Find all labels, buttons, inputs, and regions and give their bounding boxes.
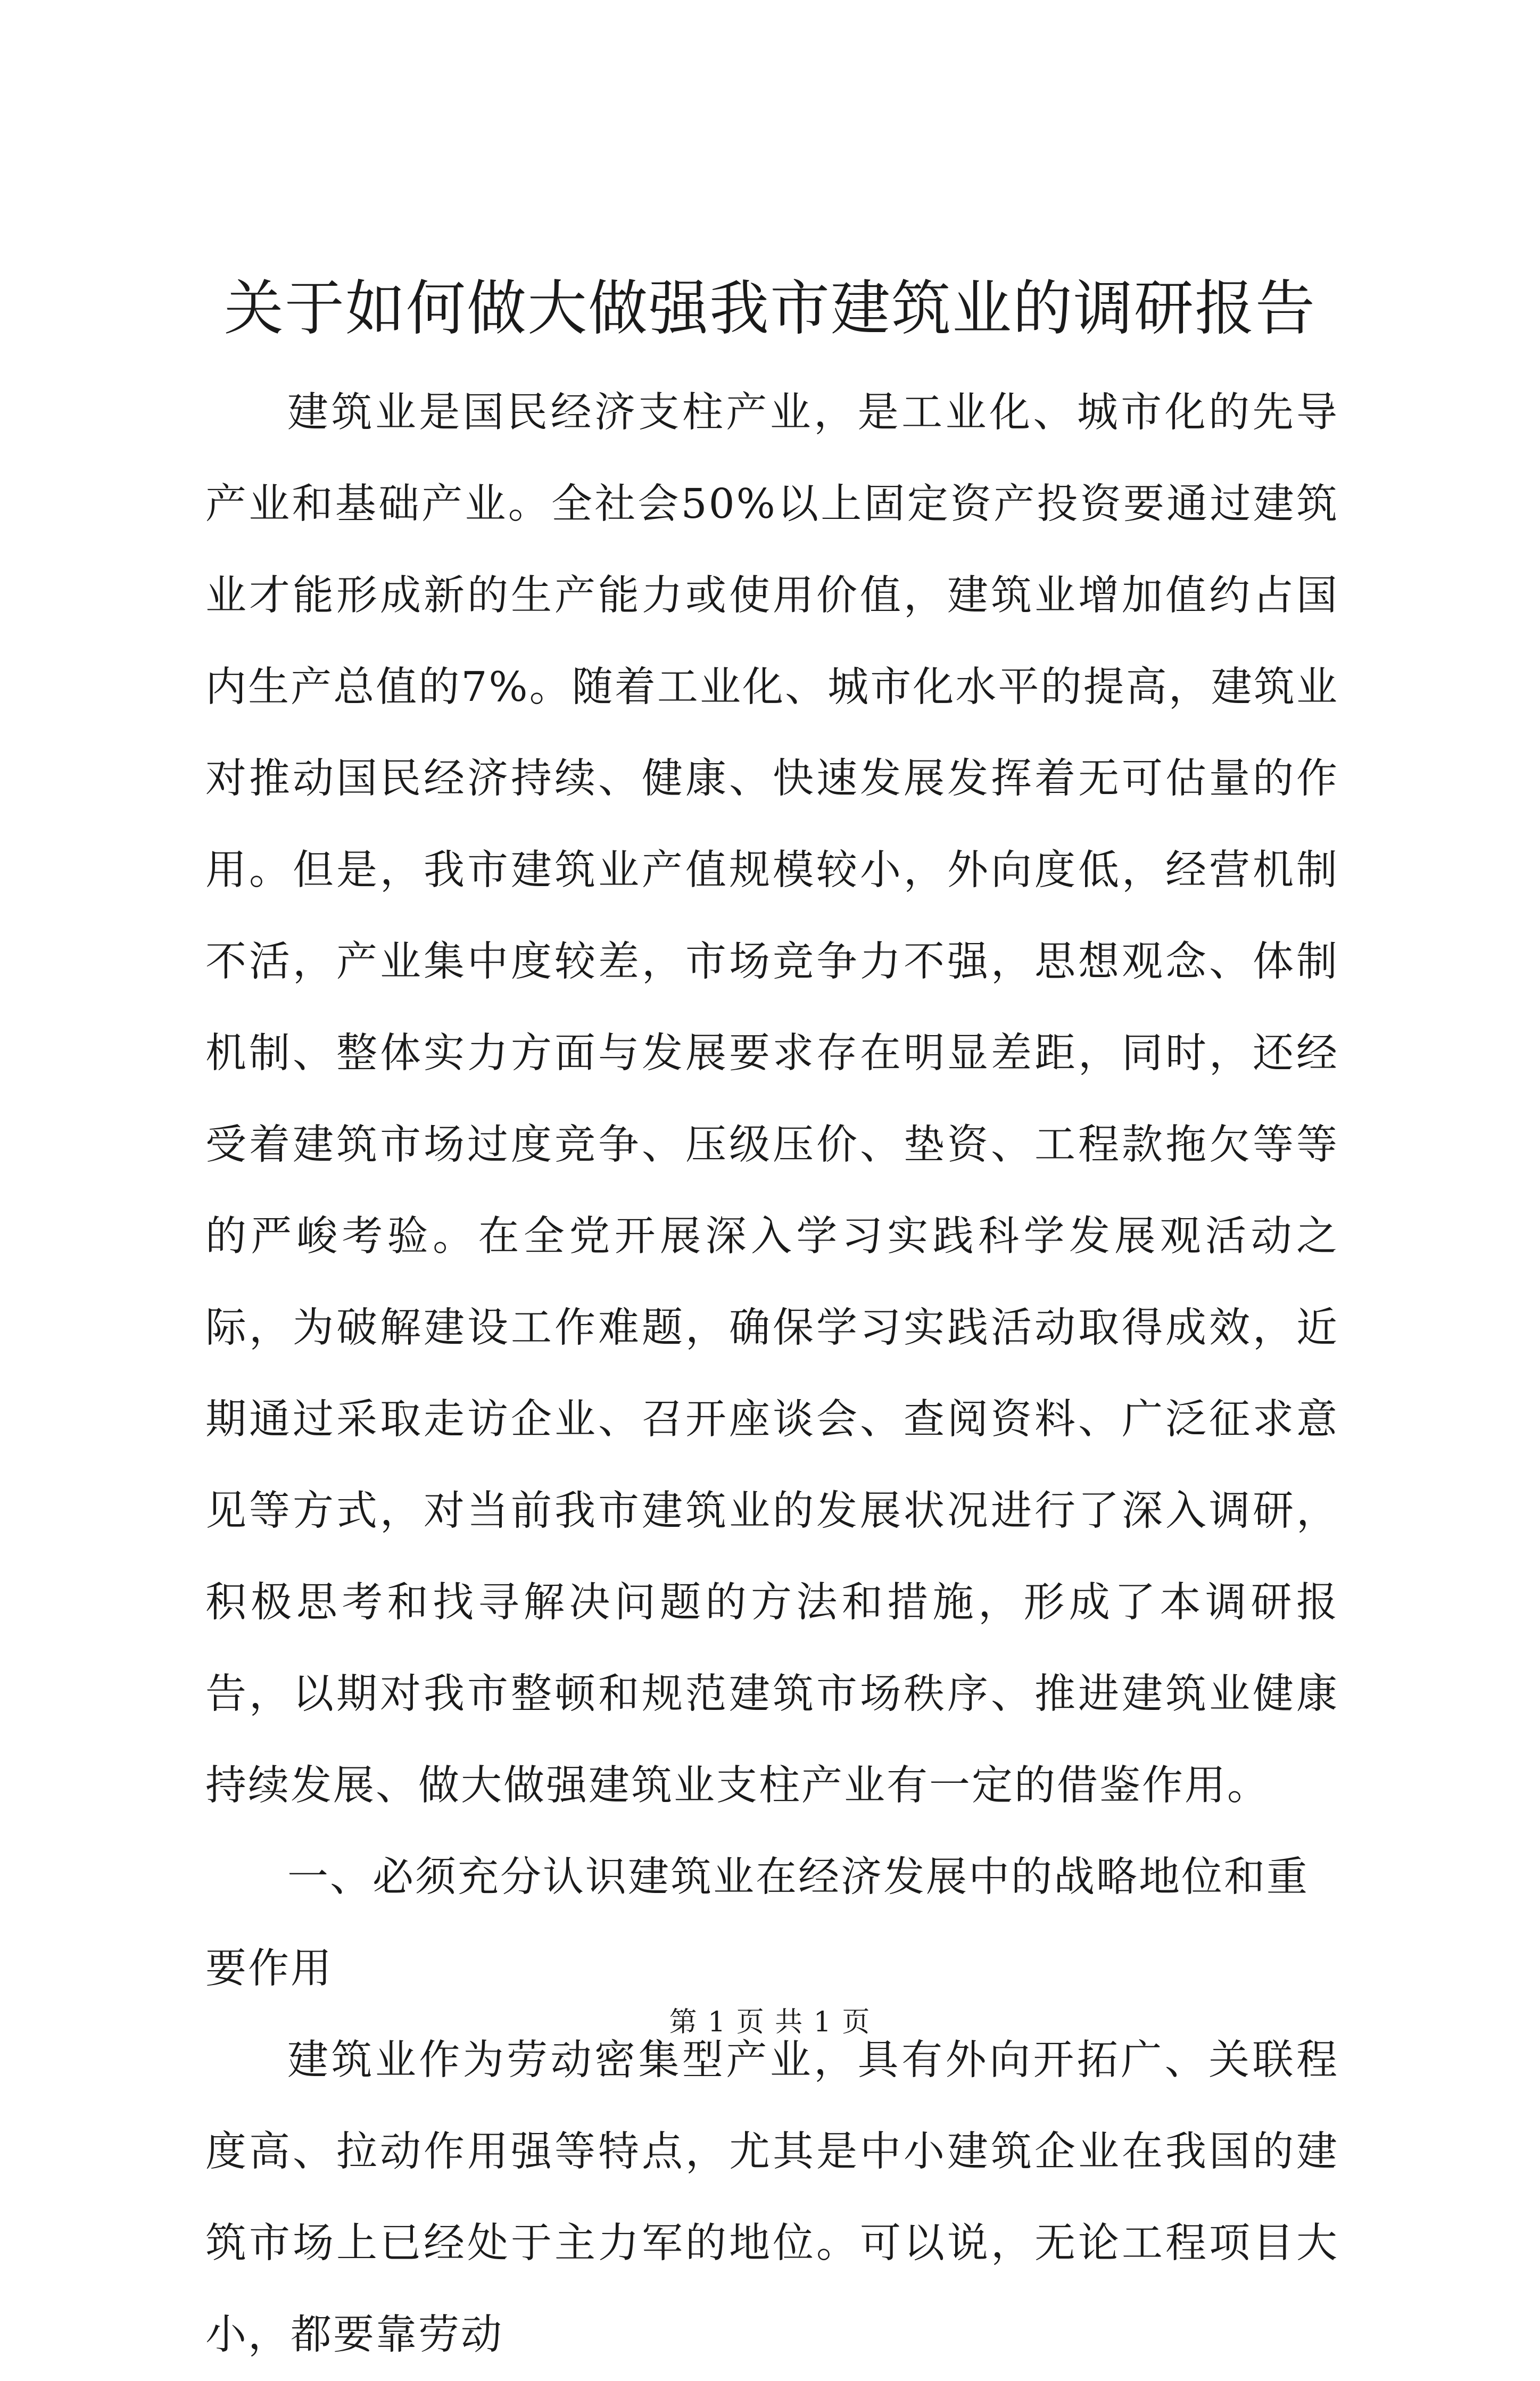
document-body <box>205 367 1339 2381</box>
intro-paragraph: 建筑业是国民经济支柱产业，是工业化、城市化的先导产业和基础产业。全社会50%以上固定资产投资要通过建筑业才能形成新的生产能力或使用价值，建筑业增加值约占国内生产总值的7%。随着工业化、城市化水平的提高，建筑业对推动国民经济持续、健康、快速发展发挥着无可估量的作用。但是，我市建筑业产值规模较小，外向度低，经营机制不活，产业集中度较差，市场竞争力不强，思想观念、体制机制、整体实力方面与发展要求存在明显差距，同时，还经受着建筑市场过度竞争、压级压价、垫资、工程款拖欠等等的严峻考验。在全党开展深入学习实践科学发展观活动之际，为破解建设工作难题，确保学习实践活动取得成效，近期通过采取走访企业、召开座谈会、查阅资料、广泛征求意见等方式，对当前我市建筑业的发展状况进行了深入调研，积极思考和找寻解决问题的方法和措施，形成了本调研报告，以期对我市整顿和规范建筑市场秩序、推进建筑业健康持续发展、做大做强建筑业支柱产业有一定的借鉴作用。 <box>205 389 1339 1809</box>
section-heading-1: 一、必须充分认识建筑业在经济发展中的战略地位和重要作用 <box>205 1854 1309 1993</box>
document-title: 关于如何做大做强我市建筑业的调研报告 <box>224 274 1316 343</box>
page-footer: 第 1 页 共 1 页 <box>669 2006 871 2038</box>
body-paragraph: 建筑业作为劳动密集型产业，具有外向开拓广、关联程度高、拉动作用强等特点，尤其是中小建筑企业在我国的建筑市场上已经处于主力军的地位。可以说，无论工程项目大小，都要靠劳动 <box>205 2037 1339 2359</box>
